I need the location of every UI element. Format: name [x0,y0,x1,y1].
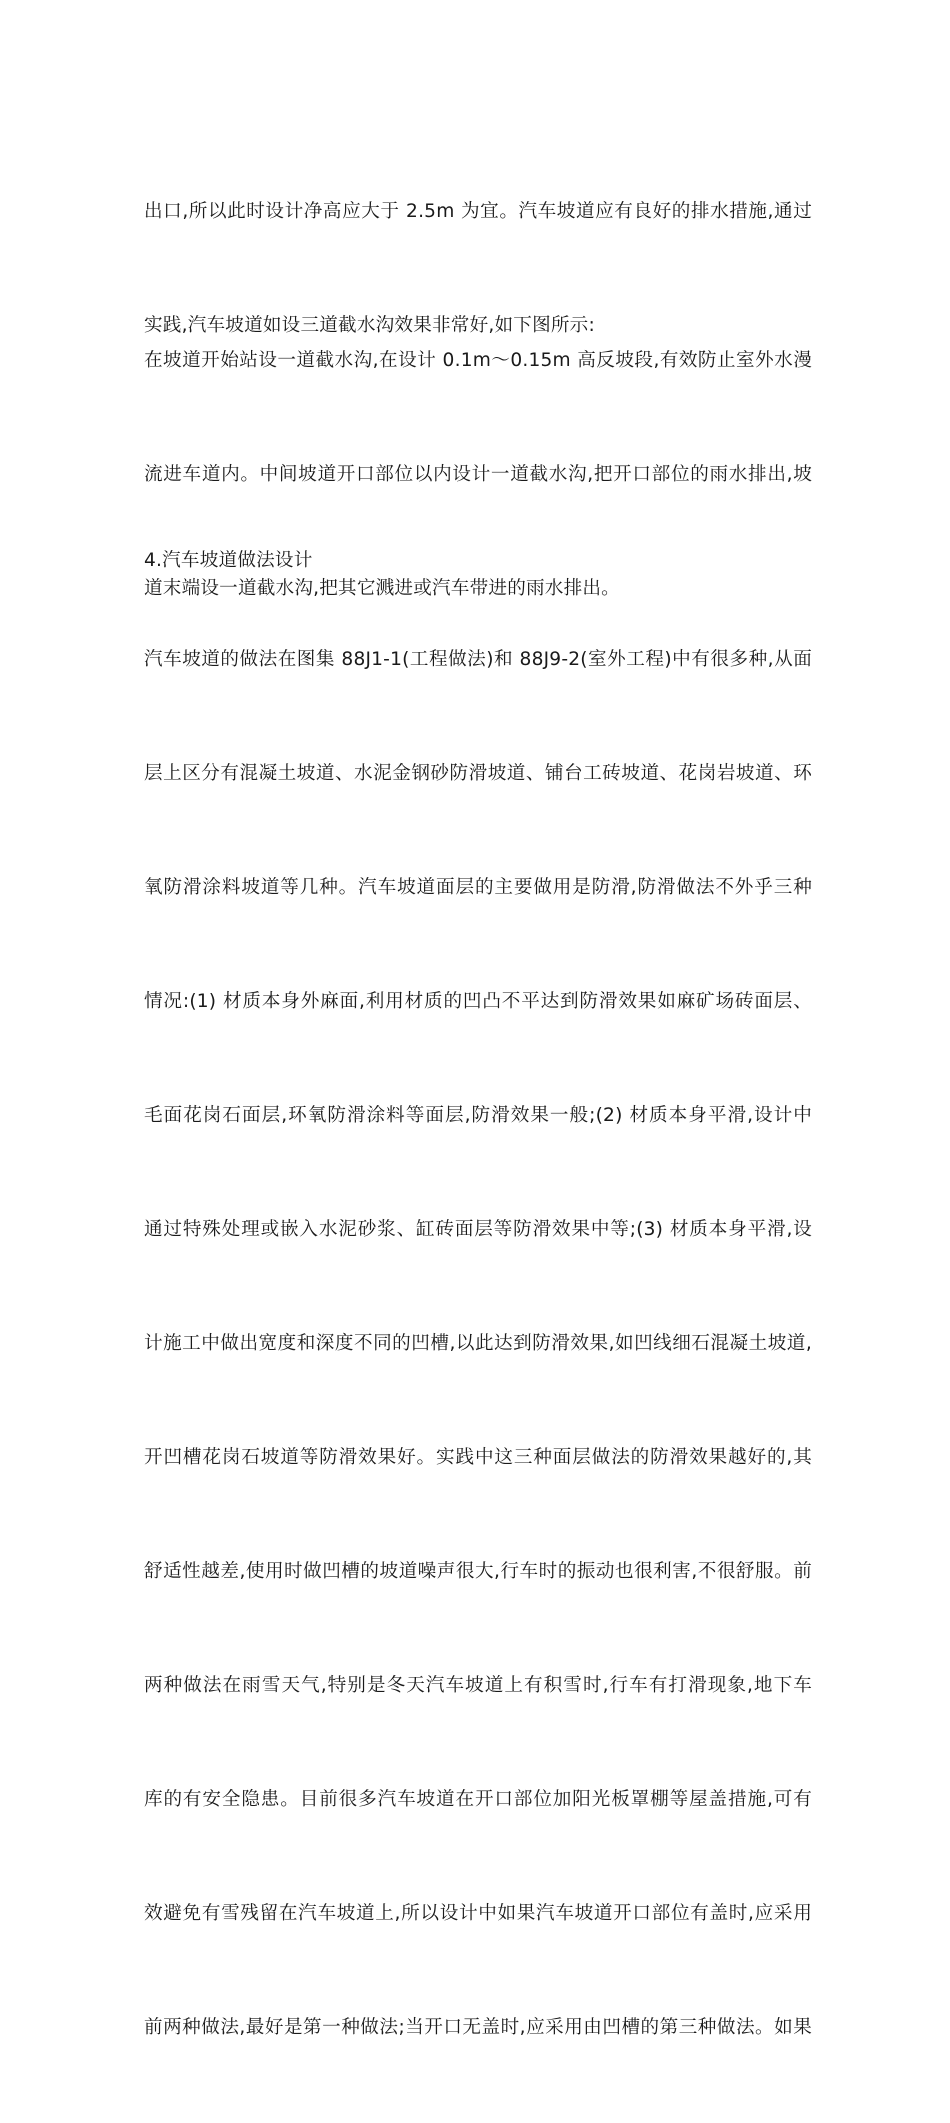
text-line: 毛面花岗石面层,环氧防滑涂料等面层,防滑效果一般;(2) 材质本身平滑,设计中 [144,1105,812,1126]
text-line: 道末端设一道截水沟,把其它溅进或汽车带进的雨水排出。 [144,578,620,599]
text-line: 效避免有雪残留在汽车坡道上,所以设计中如果汽车坡道开口部位有盖时,应采用 [144,1903,812,1924]
text-line: 层上区分有混凝土坡道、水泥金钢砂防滑坡道、铺台工砖坡道、花岗岩坡道、环 [144,763,812,784]
text-line: 开凹槽花岗石坡道等防滑效果好。实践中这三种面层做法的防滑效果越好的,其 [144,1447,812,1468]
document-page [144,0,812,2038]
text-line: 汽车坡道的做法在图集 88J1-1(工程做法)和 88J9-2(室外工程)中有很多种,从面 [144,649,812,670]
text-line: 舒适性越差,使用时做凹槽的坡道噪声很大,行车时的振动也很利害,不很舒服。前 [144,1561,812,1582]
text-line: 两种做法在雨雪天气,特别是冬天汽车坡道上有积雪时,行车有打滑现象,地下车 [144,1675,812,1696]
paragraph-ramp-methods [144,565,812,2123]
text-line: 出口,所以此时设计净高应大于 2.5m 为宜。汽车坡道应有良好的排水措施,通过 [144,201,812,222]
text-line: 流进车道内。中间坡道开口部位以内设计一道截水沟,把开口部位的雨水排出,坡 [144,464,812,485]
text-line: 实践,汽车坡道如设三道截水沟效果非常好,如下图所示: [144,315,595,336]
text-line: 计施工中做出宽度和深度不同的凹槽,以此达到防滑效果,如凹线细石混凝土坡道, [144,1333,812,1354]
text-line: 氧防滑涂料坡道等几种。汽车坡道面层的主要做用是防滑,防滑做法不外乎三种 [144,877,812,898]
text-line: 情况:(1) 材质本身外麻面,利用材质的凹凸不平达到防滑效果如麻矿场砖面层、 [144,991,812,1012]
text-line: 库的有安全隐患。目前很多汽车坡道在开口部位加阳光板罩棚等屋盖措施,可有 [144,1789,812,1810]
text-line: 前两种做法,最好是第一种做法;当开口无盖时,应采用由凹槽的第三种做法。如果 [144,2017,812,2038]
text-line: 通过特殊处理或嵌入水泥砂浆、缸砖面层等防滑效果中等;(3) 材质本身平滑,设 [144,1219,812,1240]
heading-text: 4.汽车坡道做法设计 [144,550,313,571]
text-line: 在坡道开始站设一道截水沟,在设计 0.1m～0.15m 高反坡段,有效防止室外水漫 [144,350,812,371]
